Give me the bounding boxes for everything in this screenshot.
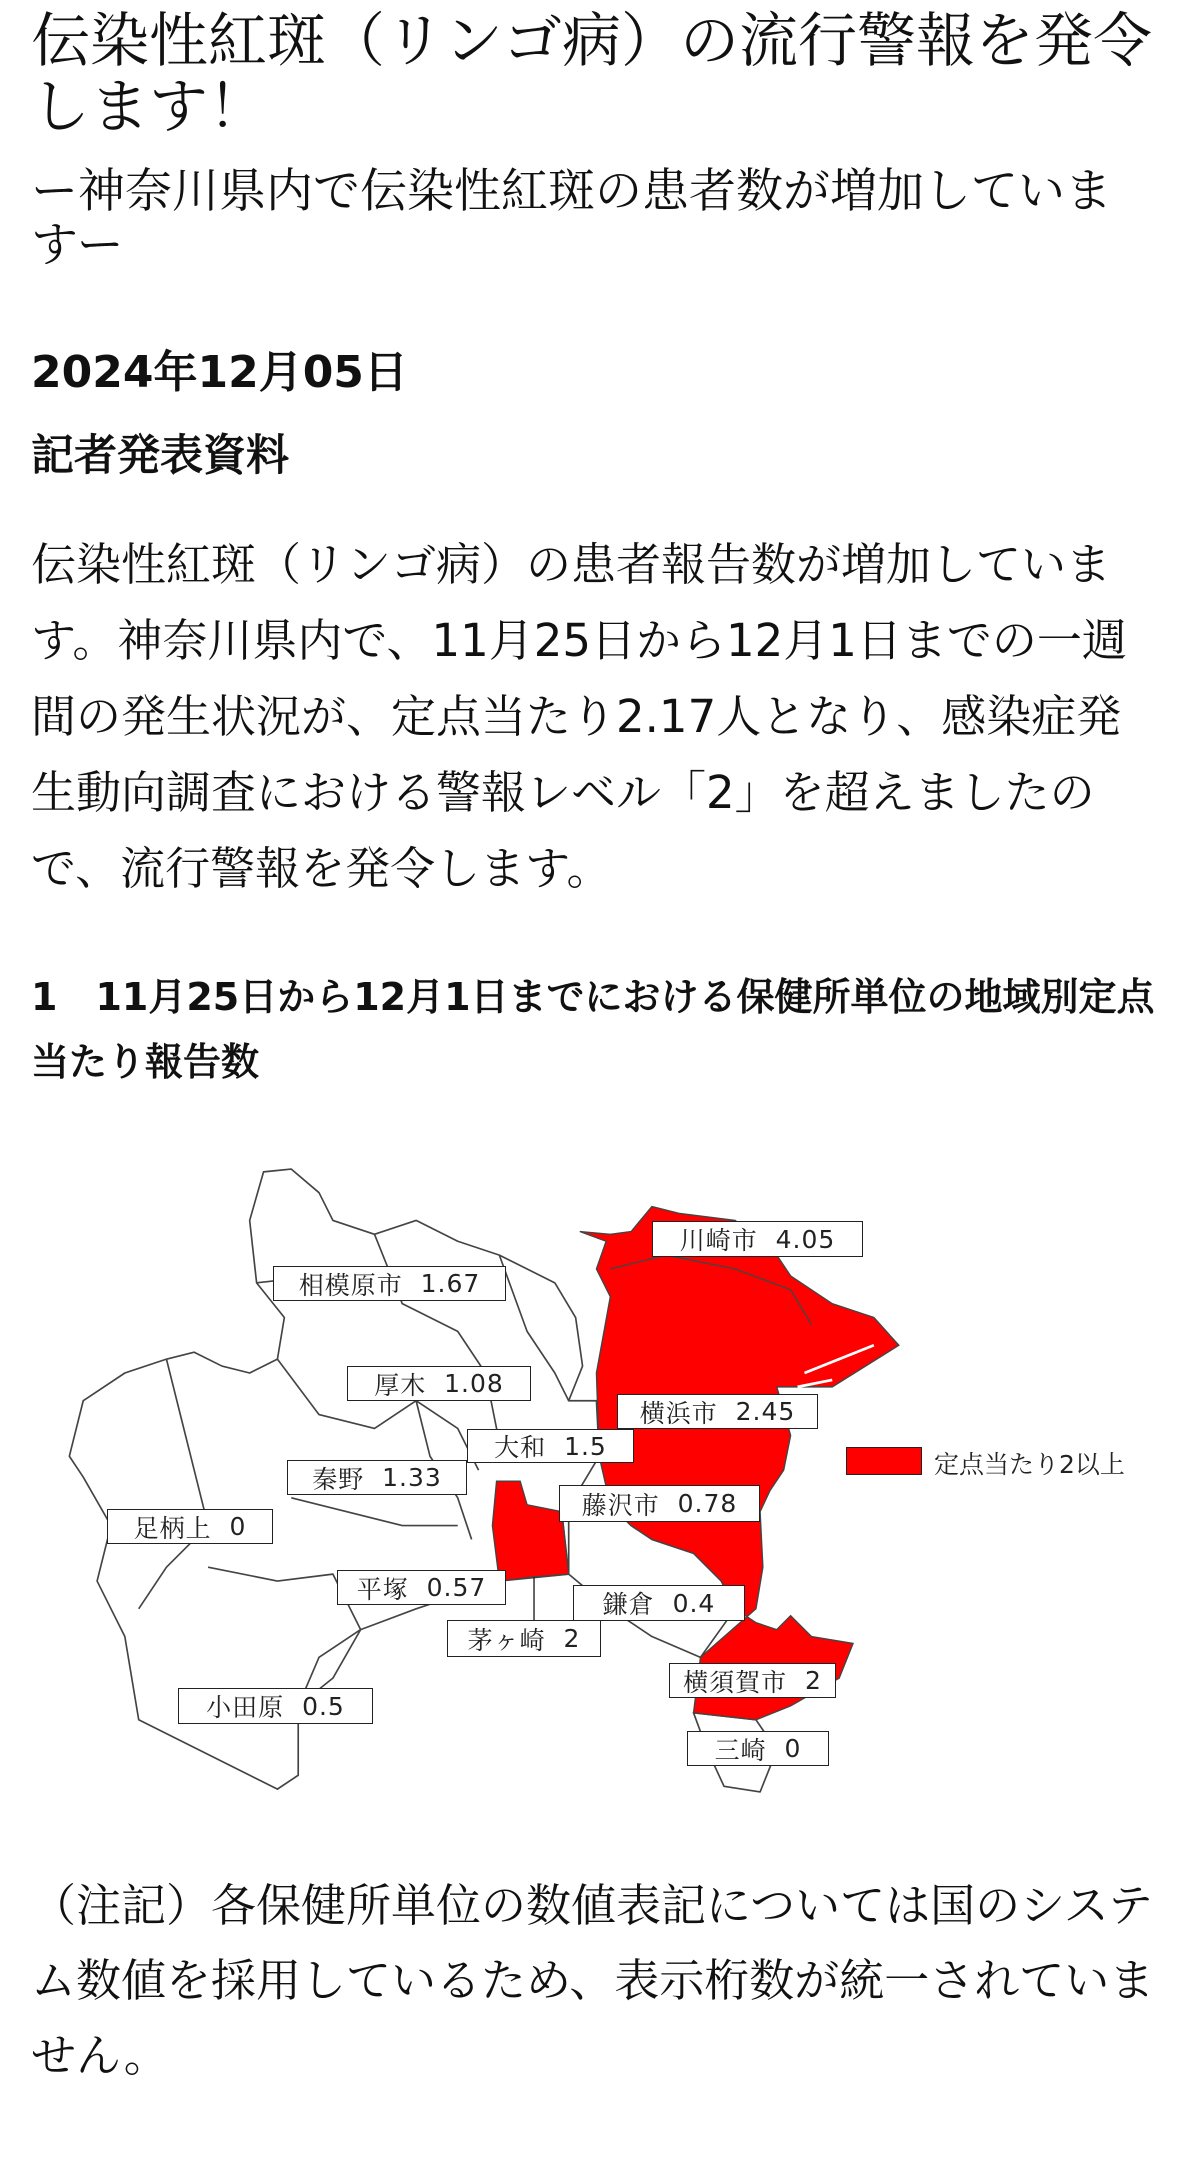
region-name: 鎌倉 [602,1590,655,1619]
page-subtitle: ー神奈川県内で伝染性紅斑の患者数が増加していますー [31,164,1112,273]
map-label-misaki [687,1731,829,1766]
legend-label: 定点当たり2以上 [934,1450,1125,1479]
map-label-chigasaki [447,1620,601,1657]
region-name: 藤沢市 [581,1490,660,1520]
map-label-yokosuka [669,1663,836,1698]
map-label-yokohama [617,1394,818,1429]
region-name: 足柄上 [133,1513,212,1543]
region-value: 1.33 [382,1463,442,1492]
map-label-ashigarakami [107,1509,273,1544]
region-name: 川崎市 [679,1226,758,1255]
region-value: 0.4 [672,1588,716,1618]
region-name: 秦野 [312,1464,365,1494]
map-label-fujisawa [559,1485,760,1522]
region-value: 1.08 [444,1369,504,1398]
map-label-hiratsuka [337,1570,506,1605]
region-name: 厚木 [374,1370,427,1400]
region-value: 0 [229,1512,247,1541]
kanagawa-region-map [0,1151,1179,1810]
region-name: 茅ヶ崎 [467,1625,546,1655]
region-name: 三崎 [714,1735,767,1765]
document-kind: 記者発表資料 [31,431,289,481]
map-label-odawara [178,1688,373,1724]
page-title: 伝染性紅斑（リンゴ病）の流行警報を発令します！ [31,6,1153,141]
footnote: （注記）各保健所単位の数値表記については国のシステム数値を採用しているため、表示桁数が統一されていません。 [31,1879,1155,2082]
region-value: 0.57 [426,1573,487,1602]
region-name: 大和 [494,1433,547,1462]
map-label-yamato [467,1429,634,1463]
region-value: 2 [563,1624,581,1653]
region-value: 4.05 [775,1224,836,1254]
region-name: 横浜市 [639,1398,718,1428]
map-label-kamakura [573,1585,745,1621]
region-name: 横須賀市 [683,1667,788,1697]
region-name: 小田原 [206,1693,285,1722]
region-value: 1.5 [564,1431,607,1461]
map-label-kawasaki [652,1221,863,1257]
region-value: 2 [805,1666,822,1695]
region-name: 平塚 [356,1574,409,1604]
section-heading: 1 11月25日から12月1日までにおける保健所単位の地域別定点当たり報告数 [31,975,1155,1084]
map-label-sagamihara [273,1266,506,1301]
region-value: 0.5 [302,1691,345,1721]
map-label-hadano [287,1460,467,1495]
body-paragraph: 伝染性紅斑（リンゴ病）の患者報告数が増加しています。神奈川県内で、11月25日から12月1日までの一週間の発生状況が、定点当たり2.17人となり、感染症発生動向調査における警報レベル「2」を超えましたので、流行警報を発令します。 [31,538,1127,895]
region-value: 1.67 [420,1269,481,1298]
legend-red-swatch [846,1447,922,1475]
region-name: 相模原市 [298,1270,403,1300]
publish-date: 2024年12月05日 [31,347,408,398]
region-value: 2.45 [735,1397,796,1426]
region-value: 0.78 [677,1489,738,1518]
region-value: 0 [784,1734,802,1763]
map-label-atsugi [347,1366,531,1401]
